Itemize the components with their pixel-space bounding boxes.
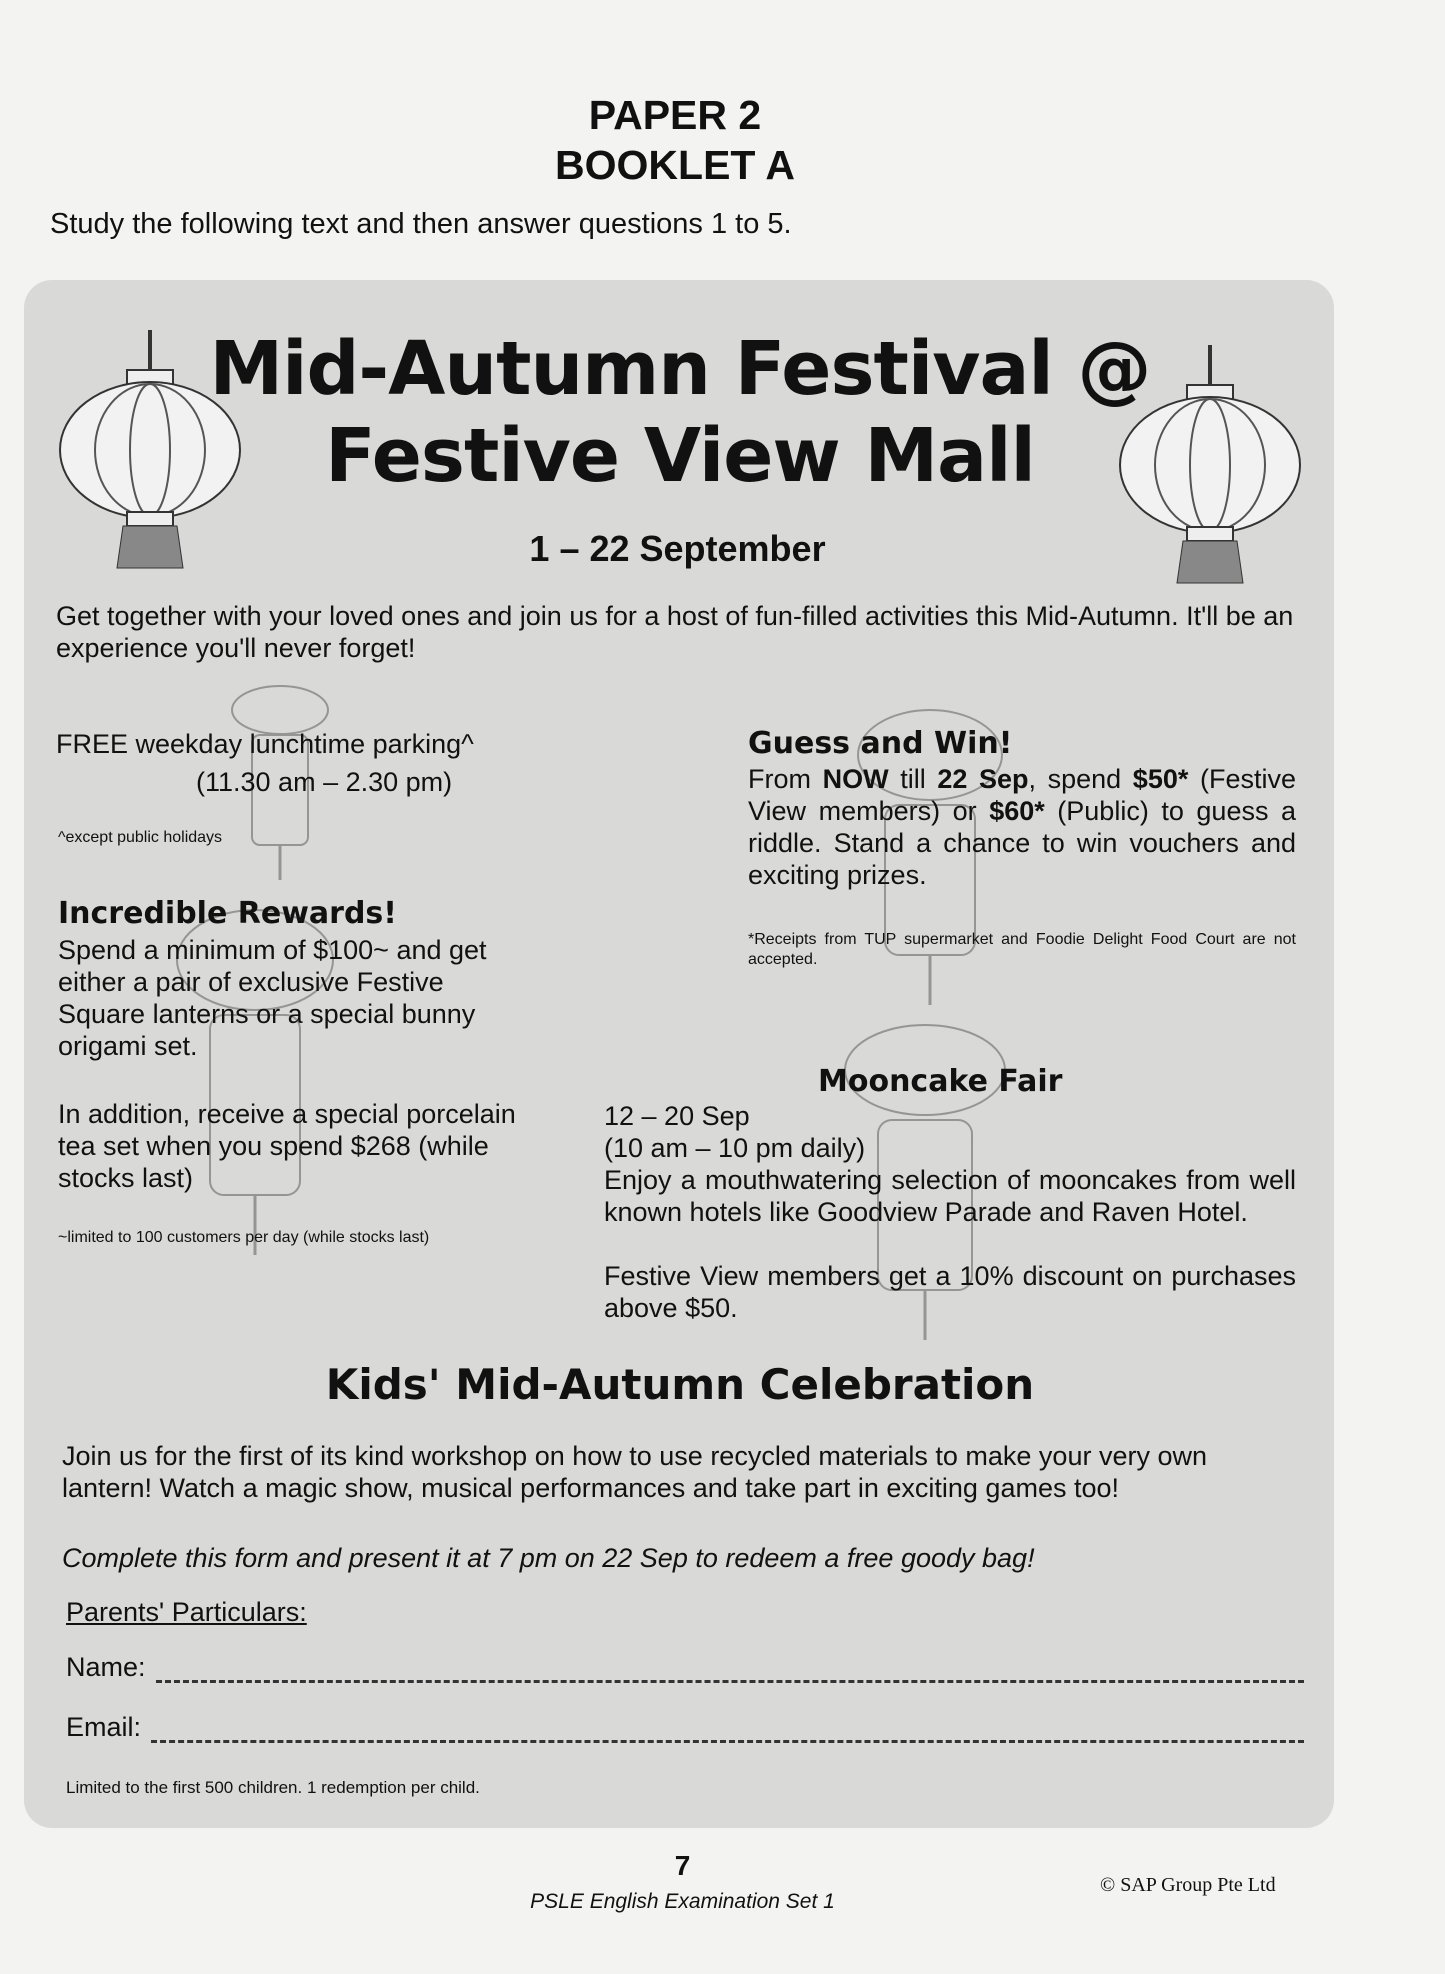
paper-title: PAPER 2 <box>588 92 762 138</box>
kids-form-instruction: Complete this form and present it at 7 pm on 22 Sep to redeem a free goody bag! <box>62 1543 1035 1573</box>
mooncake-dates: 12 – 20 Sep <box>604 1101 750 1131</box>
name-label: Name: <box>66 1652 146 1682</box>
name-input-line[interactable] <box>156 1660 1304 1683</box>
parents-particulars-label: Parents' Particulars: <box>66 1597 307 1627</box>
mooncake-heading: Mooncake Fair <box>818 1064 1063 1099</box>
guess-text: From NOW till 22 Sep, spend $50* (Festive View members) or $60* (Public) to guess a riddle. Stand a chance to win vouchers and exciting prizes. <box>748 764 1297 890</box>
kids-heading: Kids' Mid-Autumn Celebration <box>325 1360 1035 1409</box>
email-input-line[interactable] <box>151 1720 1304 1743</box>
mooncake-hours: (10 am – 10 pm daily) <box>604 1133 866 1163</box>
email-label: Email: <box>66 1712 142 1742</box>
redemption-limit-note: Limited to the first 500 children. 1 redemption per child. <box>66 1778 480 1797</box>
rewards-note: ~limited to 100 customers per day (while stocks last) <box>58 1229 430 1246</box>
guess-heading: Guess and Win! <box>748 726 1013 761</box>
page-number: 7 <box>674 1850 691 1881</box>
exam-set-label: PSLE English Examination Set 1 <box>530 1890 835 1913</box>
festival-title-line2: Festive View Mall <box>325 413 1035 499</box>
parking-note: ^except public holidays <box>58 829 223 846</box>
guess-note: *Receipts from TUP supermarket and Foodie Delight Food Court are not accepted. <box>748 931 1296 968</box>
festival-dates: 1 – 22 September <box>529 528 826 569</box>
email-field[interactable] <box>66 1712 1304 1743</box>
festival-title-line1: Mid-Autumn Festival @ <box>209 326 1151 412</box>
booklet-title: BOOKLET A <box>555 142 795 188</box>
mooncake-text: Enjoy a mouthwatering selection of mooncakes from well known hotels like Goodview Parade and Raven Hotel. <box>604 1165 1296 1227</box>
rewards-text1: Spend a minimum of $100~ and get either a pair of exclusive Festive Square lanterns or a special bunny origami set. <box>58 935 487 1061</box>
instruction-text: Study the following text and then answer questions 1 to 5. <box>50 208 792 240</box>
name-field[interactable] <box>66 1652 1304 1683</box>
copyright-text: © SAP Group Pte Ltd <box>1100 1874 1276 1896</box>
parking-line1: FREE weekday lunchtime parking^ <box>56 729 474 759</box>
rewards-heading: Incredible Rewards! <box>58 896 397 931</box>
rewards-text2: In addition, receive a special porcelain tea set when you spend $268 (while stocks last) <box>58 1099 516 1193</box>
kids-text: Join us for the first of its kind workshop on how to use recycled materials to make your very own lantern! Watch a magic show, musical performances and take part in exciting games too! <box>62 1441 1207 1503</box>
mooncake-discount: Festive View members get a 10% discount on purchases above $50. <box>604 1261 1296 1323</box>
intro-text: Get together with your loved ones and join us for a host of fun-filled activities this Mid-Autumn. It'll be an experience you'll never forget! <box>56 601 1294 663</box>
parking-line2: (11.30 am – 2.30 pm) <box>196 767 453 797</box>
